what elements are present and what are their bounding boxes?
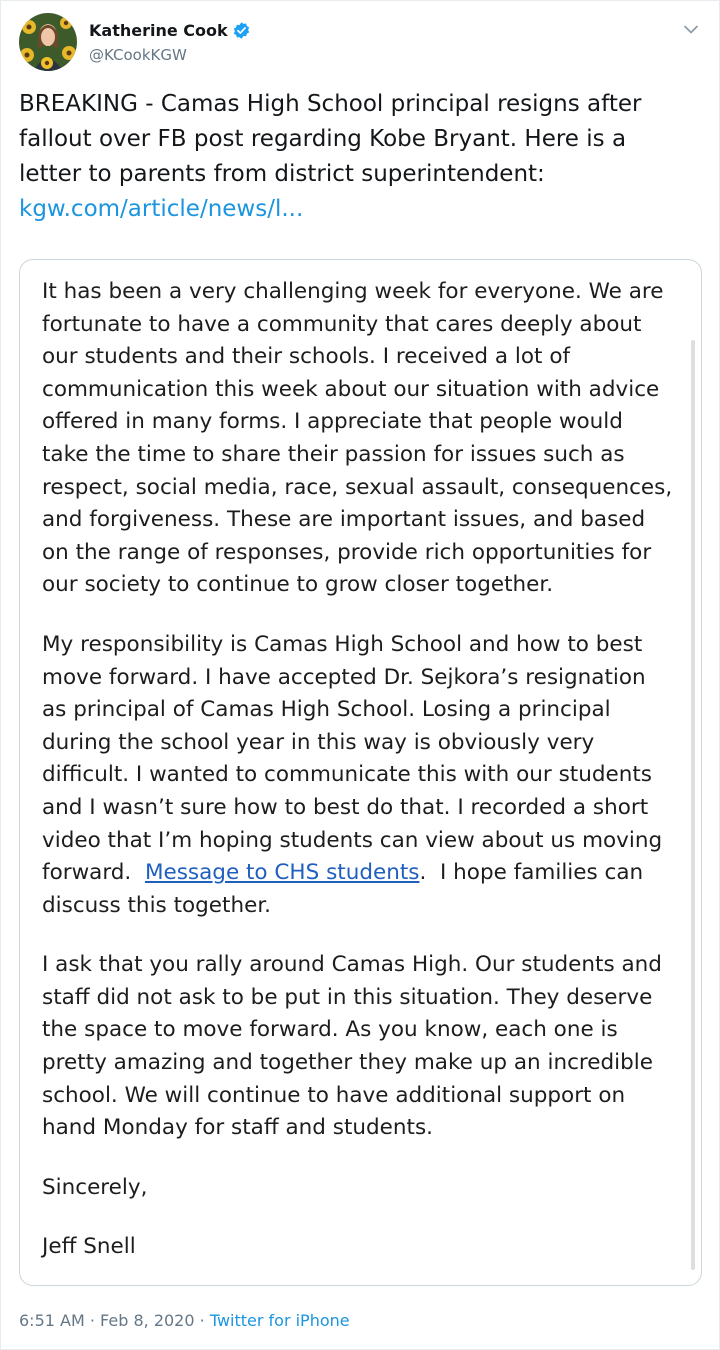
tweet-text-line: letter to parents from district superintendent: bbox=[19, 161, 545, 187]
letter-line: during the school year in this way is obviously very bbox=[42, 729, 595, 755]
chs-message-link[interactable]: Message to CHS students bbox=[144, 860, 420, 886]
letter-line: take the time to share their passion for issues such as bbox=[42, 441, 625, 467]
letter-line: the space to move forward. As you know, each one is bbox=[42, 1017, 618, 1043]
letter-line: on the range of responses, provide rich opportunities for bbox=[42, 539, 652, 565]
letter-line: video that I’m hoping students can view about us moving bbox=[42, 827, 663, 853]
letter-line: It has been a very challenging week for everyone. We are bbox=[42, 279, 664, 304]
avatar[interactable] bbox=[19, 13, 77, 71]
letter-line: discuss this together. bbox=[42, 892, 272, 918]
letter-line: and I wasn’t sure how to best do that. I recorded a short bbox=[42, 794, 649, 820]
letter-image[interactable] bbox=[19, 259, 702, 1286]
tweet-text-line: fallout over FB post regarding Kobe Bryant. Here is a bbox=[19, 126, 627, 152]
letter-line: offered in many forms. I appreciate that people would bbox=[42, 409, 623, 435]
letter-line: Sincerely, bbox=[42, 1174, 148, 1200]
verified-badge-icon bbox=[232, 21, 251, 40]
author-block[interactable] bbox=[89, 19, 251, 64]
letter-text: forward. bbox=[42, 860, 145, 886]
author-name[interactable]: Katherine Cook bbox=[89, 20, 228, 40]
tweet-text bbox=[19, 87, 699, 227]
letter-paragraph-1 bbox=[42, 276, 692, 602]
chevron-down-icon[interactable] bbox=[681, 19, 701, 39]
author-handle[interactable]: @KCookKGW bbox=[89, 46, 187, 64]
letter-line: I ask that you rally around Camas High. Our students and bbox=[42, 952, 662, 978]
letter-line: move forward. I have accepted Dr. Sejkora’s resignation bbox=[42, 664, 646, 690]
letter-paragraph-3 bbox=[42, 949, 692, 1145]
letter-line: fortunate to have a community that cares deeply about bbox=[42, 311, 642, 337]
letter-line: and forgiveness. These are important issues, and based bbox=[42, 507, 646, 533]
author-name-row bbox=[89, 19, 251, 41]
letter-line bbox=[42, 857, 692, 890]
tweet-text-line: BREAKING - Camas High School principal resigns after bbox=[19, 91, 642, 117]
letter-paragraph-2 bbox=[42, 629, 692, 922]
tweet-meta bbox=[19, 1311, 350, 1330]
letter-line: school. We will continue to have additional support on bbox=[42, 1082, 626, 1108]
avatar-image bbox=[19, 13, 77, 71]
letter-line: staff did not ask to be put in this situation. They deserve bbox=[42, 984, 653, 1010]
letter-line: as principal of Camas High School. Losing a principal bbox=[42, 697, 611, 723]
letter-closing bbox=[42, 1172, 692, 1205]
tweet-article-link[interactable]: kgw.com/article/news/l... bbox=[19, 196, 304, 222]
tweet-time[interactable]: 6:51 AM bbox=[19, 1311, 85, 1330]
letter-line: our society to continue to grow closer together. bbox=[42, 572, 554, 598]
letter-line: communication this week about our situation with advice bbox=[42, 376, 660, 402]
letter-line: My responsibility is Camas High School and how to best bbox=[42, 631, 643, 657]
meta-separator: · bbox=[199, 1311, 205, 1330]
letter-body bbox=[42, 276, 692, 1264]
letter-line: Jeff Snell bbox=[42, 1234, 136, 1260]
letter-line: difficult. I wanted to communicate this with our students bbox=[42, 762, 652, 788]
letter-scrollbar[interactable] bbox=[691, 340, 695, 1270]
letter-line: respect, social media, race, sexual assault, consequences, bbox=[42, 474, 673, 500]
letter-text: . I hope families can bbox=[419, 860, 644, 886]
letter-line: our students and their schools. I received a lot of bbox=[42, 344, 571, 370]
tweet-source-link[interactable]: Twitter for iPhone bbox=[209, 1311, 350, 1330]
meta-separator: · bbox=[89, 1311, 95, 1330]
letter-line: pretty amazing and together they make up an incredible bbox=[42, 1050, 653, 1076]
letter-signature bbox=[42, 1231, 692, 1264]
tweet-date[interactable]: Feb 8, 2020 bbox=[100, 1311, 195, 1330]
letter-line: hand Monday for staff and students. bbox=[42, 1115, 433, 1141]
